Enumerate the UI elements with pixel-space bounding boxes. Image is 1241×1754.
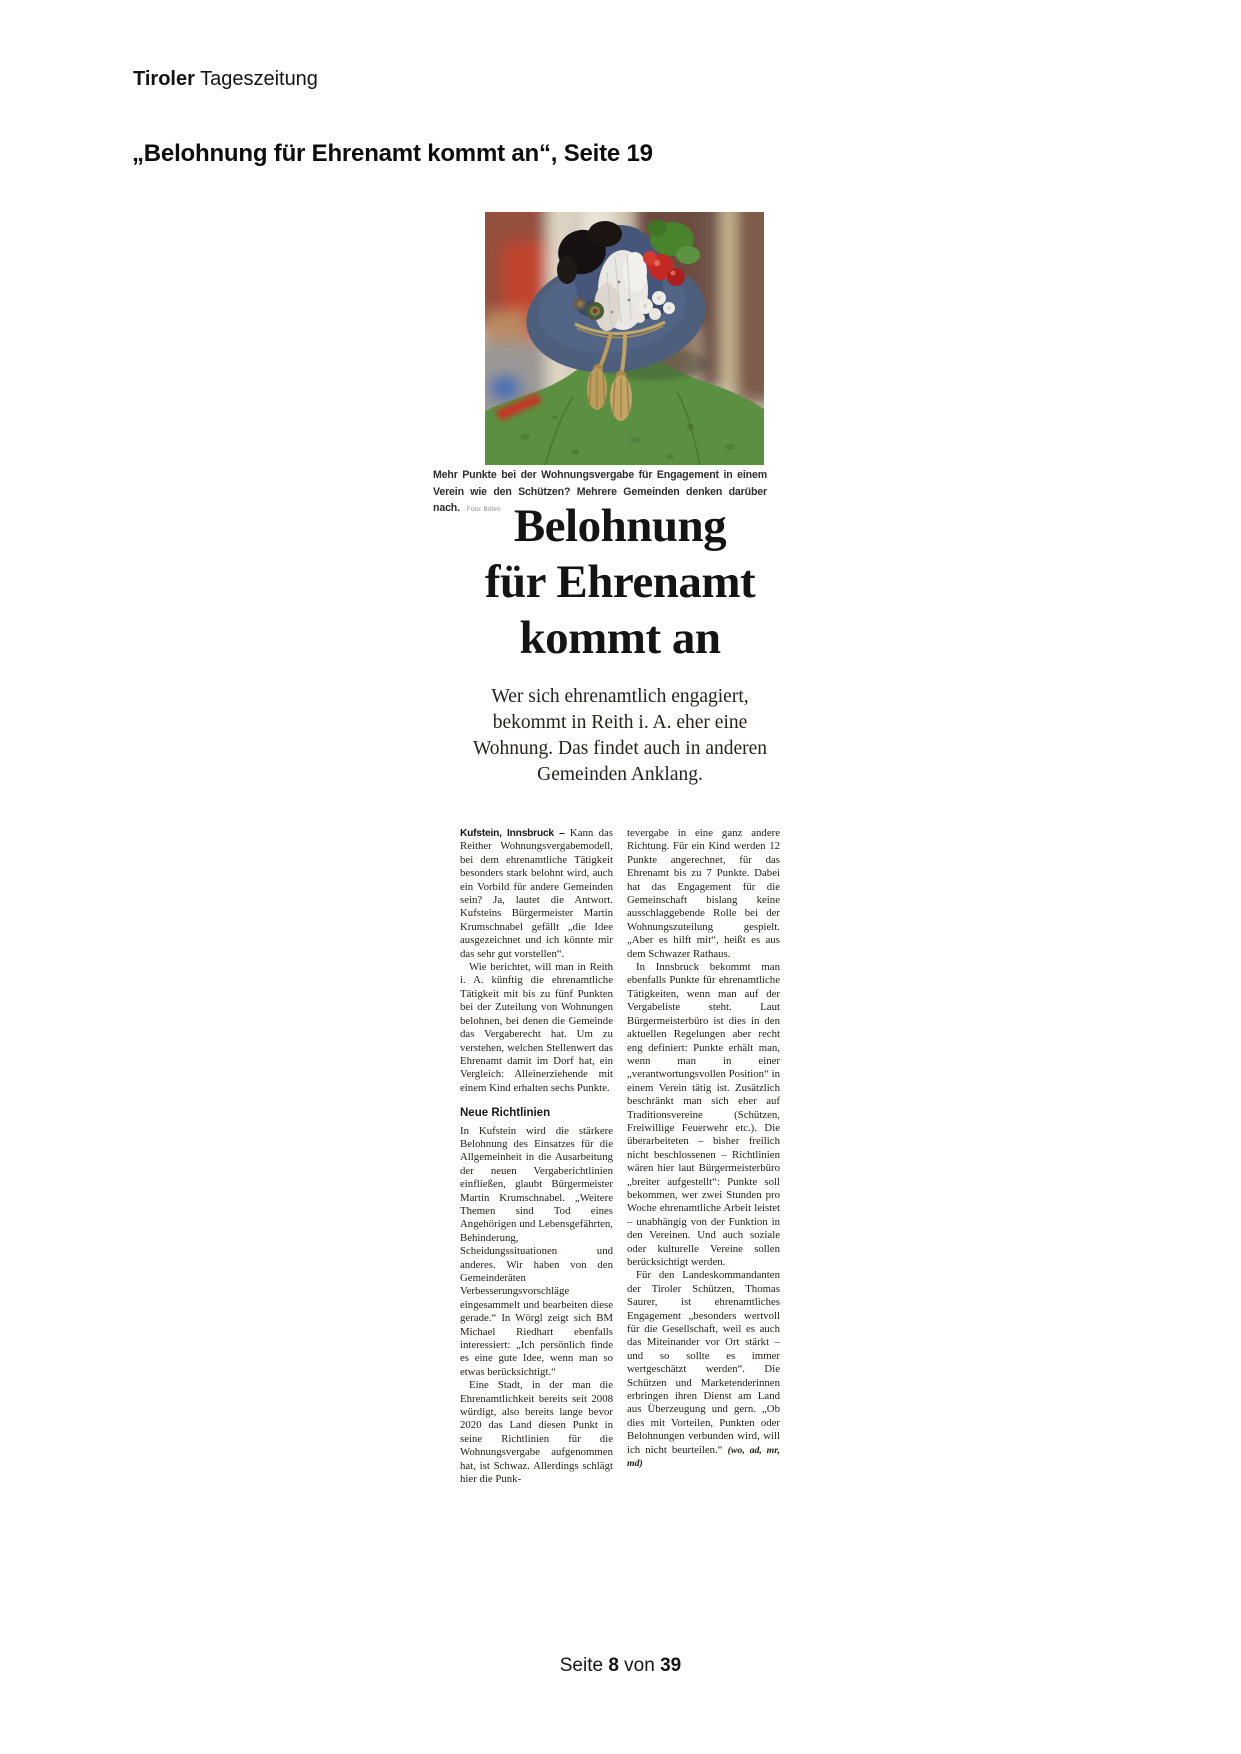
article-standfirst: Wer sich ehrenamtlich engagiert, bekommt in Reith i. A. eher eine Wohnung. Das findet auch in anderen Gemeinden Anklang. <box>472 686 768 785</box>
paragraph: In Innsbruck bekommt man ebenfalls Punkte für ehrenamtliche Tätigkeiten, wenn man auf der Vergabeliste steht. Laut Bürgermeisterbüro ist dies in den aktuellen Regelungen aber recht eng definiert: Punkte erhält man, wenn man in einer „verantwortungsvollen Position“ in einem Verein tätig ist. Zusätzlich beschränkt man sich eher auf Traditionsvereine (Schützen, Freiwillige Feuerwehr etc.). Die überarbeiteten – bisher freilich nicht beschlossenen – Richtlinien wären hier laut Bürgermeisterbüro „breiter aufgestellt“: Punkte soll bekommen, wer zwei Stunden pro Woche ehrenamtliche Arbeit leistet – unabhängig von der Funktion in den Vereinen. Und auch soziale oder kulturelle Vereine sollen berücksichtigt werden. <box>627 961 780 1268</box>
masthead-brand-regular: Tageszeitung <box>194 68 318 90</box>
article-title-line: für Ehrenamt <box>484 556 756 608</box>
paragraph <box>460 827 613 961</box>
article-column-right <box>627 827 780 1487</box>
paragraph <box>627 1269 780 1470</box>
section-subhead: Neue Richtlinien <box>460 1107 551 1120</box>
masthead-brand-bold: Tiroler <box>133 68 195 90</box>
article-body <box>460 827 781 1487</box>
paragraph: Eine Stadt, in der man die Ehrenamtlichkeit bereits seit 2008 würdigt, also bereits lange bevor 2020 das Land diesen Punkt in seine Richtlinien für die Wohnungsvergabe aufgenommen hat, ist Schwaz. Allerdings schlägt hier die Punk- <box>460 1379 613 1486</box>
article-title-line: Belohnung <box>513 500 727 552</box>
footer-label: von <box>618 1655 661 1676</box>
article-title-line: kommt an <box>519 612 721 664</box>
total-page-number: 39 <box>660 1655 682 1676</box>
clipping-headline: „Belohnung für Ehrenamt kommt an“, Seite 19 <box>132 140 653 167</box>
newspaper-masthead <box>133 68 318 91</box>
photo-credit: Foto: Böhm <box>466 506 501 514</box>
current-page-number: 8 <box>608 1655 619 1676</box>
paragraph-text: Für den Landeskommandanten der Tiroler Schützen, Thomas Saurer, ist ehrenamtliches Engagement „besonders wertvoll für die Gesellschaft, weil es auch das Miteinander vor Ort stärkt – und so sollte es immer wertgeschätzt werden“. Die Schützen und Marketenderinnen erbringen ihren Dienst am Land aus Überzeugung und gern. „Ob dies mit Vorteilen, Punkten oder Belohnungen verbunden wird, will ich nicht beurteilen.“ <box>627 1269 780 1456</box>
paragraph: In Kufstein wird die stärkere Belohnung des Einsatzes für die Allgemeinheit in die Ausarbeitung der neuen Vergaberichtlinien einfließen, glaubt Bürgermeister Martin Krumschnabel. „Weitere Themen sind Tod eines Angehörigen und Lebensgefährten, Behinderung, Scheidungssituationen und anderes. Wir haben von den Gemeinderäten Verbesserungsvorschläge eingesammelt und bearbeiten diese gerade.“ In Wörgl zeigt sich BM Michael Riedhart ebenfalls interessiert: „Ich persönlich finde es eine gute Idee, wenn man so etwas berücksichtigt.“ <box>460 1124 613 1378</box>
paragraph: Wie berichtet, will man in Reith i. A. künftig die ehrenamtliche Tätigkeit mit bis zu fünf Punkten bei der Zuteilung von Wohnungen belohnen, bei denen die Gemeinde das Vergaberecht hat. Um zu verstehen, welchen Stellenwert das Ehrenamt damit im Dorf hat, ein Vergleich: Alleinerziehende mit einem Kind erhalten sechs Punkte. <box>460 961 613 1094</box>
dateline: Kufstein, Innsbruck – <box>460 828 565 839</box>
paragraph: tevergabe in eine ganz andere Richtung. Für ein Kind werden 12 Punkte angerechnet, für das Ehrenamt bis zu 7 Punkte. Dabei hat das Engagement für die Gemeinschaft bislang keine ausschlaggebende Rolle bei der Wohnungszuteilung gespielt. „Aber es hilft mit“, heißt es aus dem Schwazer Rathaus. <box>627 827 780 960</box>
article-column-left <box>460 827 613 1487</box>
page-footer <box>0 1655 1241 1677</box>
photo-caption-text: Mehr Punkte bei der Wohnungsvergabe für Engagement in einem Verein wie den Schützen? Mehrere Gemeinden denken darüber nach. <box>433 469 767 515</box>
tyrolean-hat-photo-illustration <box>485 212 764 465</box>
article-title <box>448 498 792 666</box>
paragraph-text: Kann das Reither Wohnungsvergabemodell, bei dem ehrenamtliche Tätigkeit besonders stark belohnt wird, auch ein Vorbild für andere Gemeinden sein? Ja, lautet die Antwort. Kufsteins Bürgermeister Martin Krumschnabel gefällt „die Idee ausgezeichnet und ich könnte mir das sehr gut vorstellen“. <box>460 827 614 960</box>
author-initials: (wo, ad, mr, md) <box>627 1444 780 1470</box>
footer-label: Seite <box>559 1655 609 1676</box>
article-photo <box>485 212 764 465</box>
